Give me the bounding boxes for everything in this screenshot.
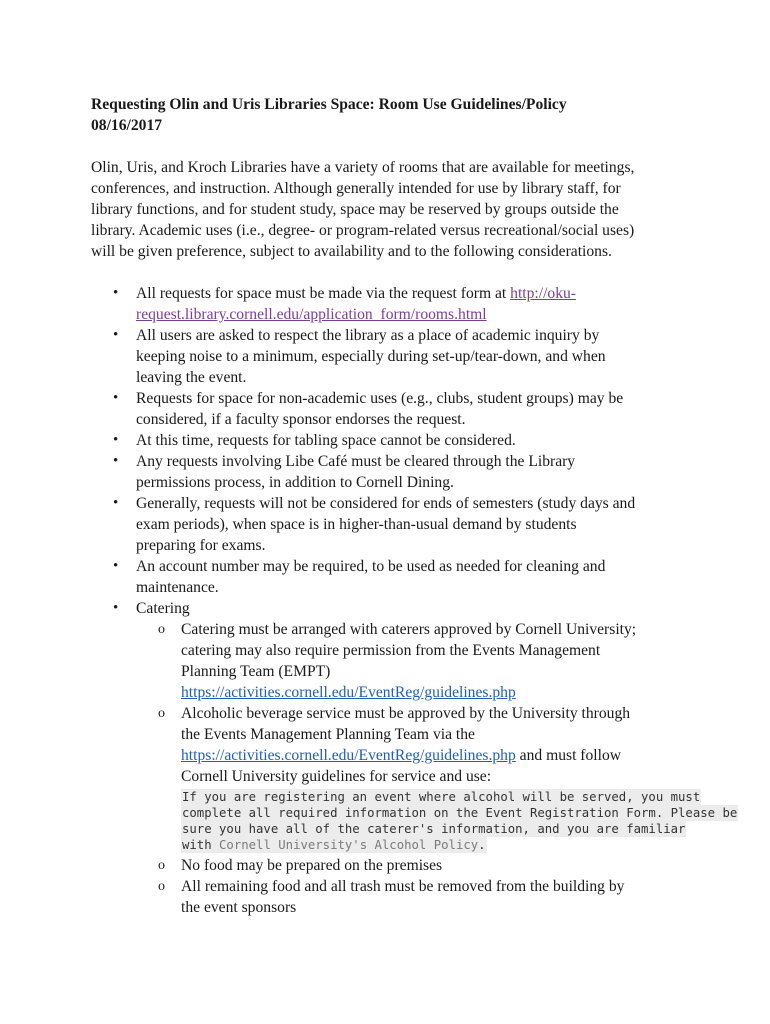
sublist-item-text: catering may also require permission from the Events Management [181,642,601,659]
list-item-text: exam periods), when space is in higher-than-usual demand by students [136,516,577,533]
list-item-catering [91,598,738,918]
guidelines-list [91,283,738,918]
quote-line: sure you have all of the caterer's information, and you are familiar [182,822,686,836]
list-item [91,283,681,325]
alcohol-policy-reference[interactable]: Cornell University's Alcohol Policy [219,838,479,852]
sublist-item-text: All remaining food and all trash must be removed from the building by [181,878,625,895]
list-item-text: Catering [136,600,190,617]
list-item-text: All requests for space must be made via the request form at [136,285,511,302]
sublist-item-text: Cornell University guidelines for service and use: [181,768,492,785]
intro-line: conferences, and instruction. Although generally intended for use by library staff, for [91,180,621,197]
sublist-item-text: and must follow [515,747,622,764]
list-item [91,325,681,388]
alcohol-policy-quote [181,789,738,853]
sublist-item [136,619,681,703]
event-guidelines-link[interactable]: https://activities.cornell.edu/EventReg/guidelines.php [181,684,516,701]
sublist-item-text: Alcoholic beverage service must be approved by the University through [181,705,631,722]
quote-line: complete all required information on the Event Registration Form. Please be [182,806,738,820]
bullet-icon: • [113,327,119,343]
quote-line: with [182,838,220,852]
sublist-item-text: the event sponsors [181,899,297,916]
title-date: 08/16/2017 [91,117,163,134]
list-item [91,493,681,556]
list-item-text: considered, if a faculty sponsor endorses the request. [136,411,466,428]
circle-bullet-icon: o [158,622,165,637]
sublist-item-text: Catering must be arranged with caterers approved by Cornell University; [181,621,637,638]
quote-line: If you are registering an event where alcohol will be served, you must [182,790,701,804]
list-item [91,556,681,598]
sublist-item [136,855,681,876]
circle-bullet-icon: o [158,706,165,721]
bullet-icon: • [113,495,119,511]
sublist-item [136,703,738,853]
request-form-link-continued[interactable]: request.library.cornell.edu/application_form/rooms.html [136,306,487,323]
intro-line: Olin, Uris, and Kroch Libraries have a variety of rooms that are available for meetings, [91,159,635,176]
bullet-icon: • [113,432,119,448]
request-form-link[interactable]: http://oku- [510,285,576,302]
intro-line: library. Academic uses (i.e., degree- or program-related versus recreational/social uses) [91,222,635,239]
intro-line: library functions, and for student study, space may be reserved by groups outside the [91,201,619,218]
sublist-item [136,876,681,918]
list-item-text: Requests for space for non-academic uses (e.g., clubs, student groups) may be [136,390,624,407]
list-item-text: preparing for exams. [136,537,266,554]
quote-line: . [478,838,486,852]
circle-bullet-icon: o [158,858,165,873]
list-item-text: Any requests involving Libe Café must be cleared through the Library [136,453,576,470]
bullet-icon: • [113,600,119,616]
list-item [91,451,681,493]
bullet-icon: • [113,453,119,469]
title-heading: Requesting Olin and Uris Libraries Space: Room Use Guidelines/Policy [91,96,567,113]
list-item-text: Generally, requests will not be considered for ends of semesters (study days and [136,495,636,512]
bullet-icon: • [113,285,119,301]
circle-bullet-icon: o [158,879,165,894]
list-item [91,430,681,451]
document-title [91,94,711,136]
bullet-icon: • [113,558,119,574]
list-item [91,388,681,430]
intro-paragraph [91,157,686,262]
list-item-text: keeping noise to a minimum, especially during set-up/tear-down, and when [136,348,606,365]
list-item-text: At this time, requests for tabling space cannot be considered. [136,432,516,449]
list-item-text: permissions process, in addition to Cornell Dining. [136,474,454,491]
event-guidelines-link-2[interactable]: https://activities.cornell.edu/EventReg/guidelines.php [181,747,516,764]
list-item-text: maintenance. [136,579,219,596]
list-item-text: All users are asked to respect the library as a place of academic inquiry by [136,327,600,344]
sublist-item-text: the Events Management Planning Team via the [181,726,475,743]
catering-sublist [136,619,738,918]
list-item-text: An account number may be required, to be used as needed for cleaning and [136,558,606,575]
bullet-icon: • [113,390,119,406]
intro-line: will be given preference, subject to availability and to the following considerations. [91,243,612,260]
sublist-item-text: Planning Team (EMPT) [181,663,331,680]
sublist-item-text: No food may be prepared on the premises [181,857,443,874]
list-item-text: leaving the event. [136,369,247,386]
